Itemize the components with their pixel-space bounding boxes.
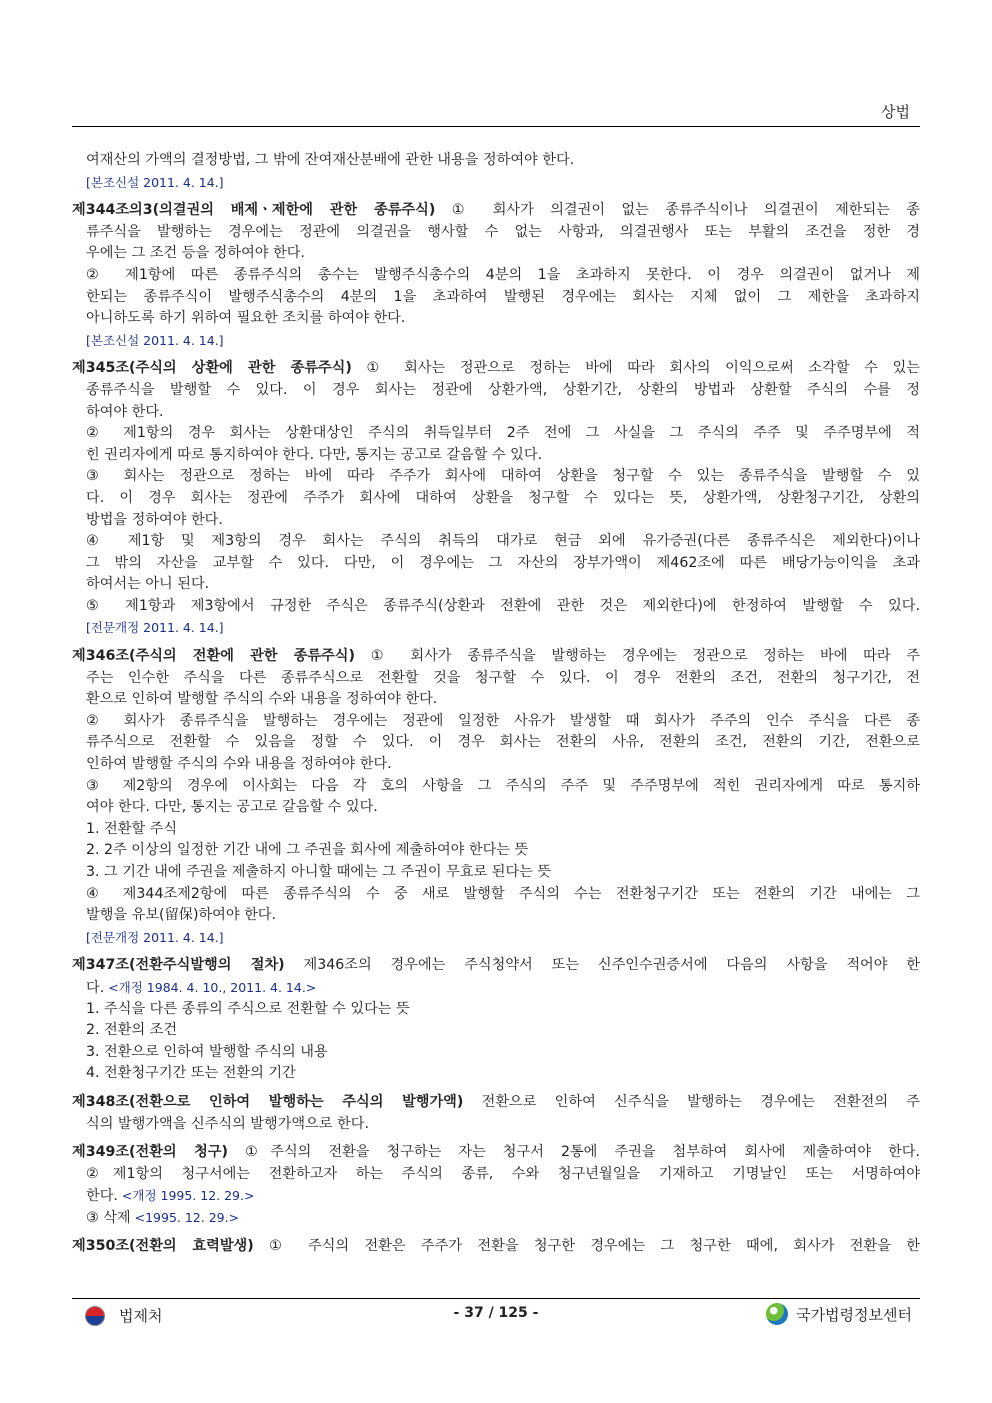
line-text: 여야 한다. 다만, 통지는 공고로 갈음할 수 있다. [86, 799, 378, 816]
text-line [72, 596, 920, 618]
text-line [72, 905, 920, 927]
text-line [72, 200, 920, 222]
text-line [72, 510, 920, 532]
article-title: 제350조(전환의 효력발생) [72, 1237, 254, 1254]
line-text: 2. 전환의 조건 [86, 1022, 178, 1039]
line-text: 3. 그 기간 내에 주권을 제출하지 아니할 때에는 그 주권이 무효로 된다는 뜻 [86, 864, 552, 880]
line-text: 주는 인수한 주식을 다른 종류주식으로 전환할 것을 청구할 수 있다. 이 경우 전환의 조건, 전환의 청구기간, 전 [86, 669, 920, 686]
amendment-note: <개정 1984. 4. 10., 2011. 4. 14.> [104, 979, 317, 995]
text-line [72, 466, 920, 488]
article-title: 제345조(주식의 상환에 관한 종류주식) [72, 360, 352, 377]
paragraph-gap [72, 1085, 920, 1092]
line-text: 2. 2주 이상의 일정한 기간 내에 그 주권을 회사에 제출하여야 한다는 뜻 [86, 842, 529, 859]
text-line [72, 574, 920, 596]
paragraph-gap [72, 1135, 920, 1142]
paragraph-gap [72, 1229, 920, 1236]
text-line [72, 265, 920, 287]
line-text: ④ 제1항 및 제3항의 경우 회사는 주식의 취득의 대가로 현금 외에 유가증권(다른 종류주식은 제외한다)이나 [86, 533, 920, 550]
line-text: ② 제1항의 경우 회사는 상환대상인 주식의 취득일부터 2주 전에 그 사실을 그 주식의 주주 및 주주명부에 적 [86, 425, 920, 442]
footer-law-center [766, 1303, 912, 1325]
law-center-logo-icon [766, 1303, 788, 1325]
line-text: 제346조의 경우에는 주식청약서 또는 신주인수권증서에 다음의 사항을 적어야 한 [284, 957, 920, 974]
text-line [72, 488, 920, 510]
line-text: ②제1항의 청구서에는 전환하고자 하는 주식의 종류, 수와 청구년월일을 기재하고 기명날인 또는 서명하여야 [86, 1165, 920, 1182]
line-text: [본조신설 2011. 4. 14.] [86, 174, 224, 190]
text-line [72, 380, 920, 402]
line-text: 3. 전환으로 인하여 발행할 주식의 내용 [86, 1043, 328, 1060]
text-line [72, 819, 920, 841]
line-text: ② 제1항에 따른 종류주식의 총수는 발행주식총수의 4분의 1을 초과하지 못한다. 이 경우 의결권이 없거나 제 [86, 266, 920, 283]
text-line [72, 840, 920, 862]
text-line [72, 1164, 920, 1186]
line-text: 류주식으로 전환할 수 있음을 정할 수 있다. 이 경우 회사는 전환의 사유, 전환의 조건, 전환의 기간, 전환으로 [86, 734, 920, 751]
text-line [72, 402, 920, 424]
line-text: 한다. [86, 1188, 118, 1205]
line-text: 발행을 유보(留保)하여야 한다. [86, 907, 277, 924]
amendment-note: <개정 1995. 12. 29.> [117, 1188, 255, 1204]
text-line [72, 754, 920, 776]
header-law-title: 상법 [881, 103, 910, 121]
line-text: ③ 삭제 [86, 1209, 131, 1226]
text-line [72, 1236, 920, 1258]
paragraph-gap [72, 351, 920, 358]
law-text-body [72, 150, 920, 1257]
line-text: 4. 전환청구기간 또는 전환의 기간 [86, 1065, 296, 1082]
text-line [72, 445, 920, 467]
text-line [72, 977, 920, 999]
line-text: 환으로 인하여 발행할 주식의 수와 내용을 정하여야 한다. [86, 691, 438, 708]
line-text: ③ 회사는 정관으로 정하는 바에 따라 주주가 회사에 대하여 상환을 청구할 수 있는 종류주식을 발행할 수 있 [86, 468, 920, 485]
line-text: 한되는 종류주식이 발행주식총수의 4분의 1을 초과하여 발행된 경우에는 회사는 지체 없이 그 제한을 초과하지 [86, 288, 920, 305]
footer-law-center-label: 국가법령정보센터 [796, 1305, 912, 1324]
line-text: 하여야 한다. [86, 403, 164, 420]
line-text: 여재산의 가액의 결정방법, 그 밖에 잔여재산분배에 관한 내용을 정하여야 한다. [86, 152, 575, 168]
annotation-line [72, 617, 920, 639]
line-text: 다. [86, 979, 105, 996]
line-text: 전환으로 인하여 신주식을 발행하는 경우에는 전환전의 주 [463, 1093, 920, 1110]
text-line [72, 308, 920, 330]
line-text: ② 회사가 종류주식을 발행하는 경우에는 정관에 일정한 사유가 발생할 때 회사가 주주의 인수 주식을 다른 종 [86, 712, 920, 729]
text-line [72, 243, 920, 265]
page-number: - 37 / 125 - [453, 1305, 539, 1321]
text-line [72, 732, 920, 754]
line-text: ① 회사는 정관으로 정하는 바에 따라 회사의 이익으로써 소각할 수 있는 [351, 360, 920, 377]
article-title: 제347조(전환주식발행의 절차) [72, 957, 285, 974]
text-line [72, 776, 920, 798]
line-text: ④ 제344조제2항에 따른 종류주식의 수 중 새로 발행할 주식의 수는 전환청구기간 또는 전환의 기간 내에는 그 [86, 885, 920, 902]
text-line [72, 1185, 920, 1207]
annotation-line [72, 172, 920, 194]
text-line [72, 862, 920, 884]
text-line [72, 955, 920, 977]
line-text: 식의 발행가액을 신주식의 발행가액으로 한다. [86, 1115, 369, 1132]
text-line [72, 711, 920, 733]
text-line [72, 1207, 920, 1229]
text-line [72, 689, 920, 711]
footer-divider [72, 1298, 920, 1299]
text-line [72, 1063, 920, 1085]
line-text: [전문개정 2011. 4. 14.] [86, 620, 224, 636]
annotation-line [72, 330, 920, 352]
paragraph-gap [72, 948, 920, 955]
article-title: 제348조(전환으로 인하여 발행하는 주식의 발행가액) [72, 1093, 464, 1110]
line-text: 하여서는 아니 된다. [86, 576, 210, 593]
line-text: 힌 권리자에게 따로 통지하여야 한다. 다만, 통지는 공고로 갈음할 수 있다. [86, 446, 543, 463]
text-line [72, 1114, 920, 1136]
amendment-note: <1995. 12. 29.> [130, 1209, 240, 1225]
paragraph-gap [72, 193, 920, 200]
text-line [72, 1092, 920, 1114]
article-title: 제349조(전환의 청구) [72, 1144, 228, 1161]
line-text: [본조신설 2011. 4. 14.] [86, 332, 224, 348]
line-text: ① 회사가 의결권이 없는 종류주식이나 의결권이 제한되는 종 [435, 202, 920, 219]
line-text: ⑤ 제1항과 제3항에서 규정한 주식은 종류주식(상환과 전환에 관한 것은 제외한다)에 한정하여 발행할 수 있다. [86, 597, 920, 614]
line-text: 다. 이 경우 회사는 정관에 주주가 회사에 대하여 상환을 청구할 수 있다는 뜻, 상환가액, 상환청구기간, 상환의 [86, 489, 920, 506]
paragraph-gap [72, 639, 920, 646]
text-line [72, 1042, 920, 1064]
footer-publisher-label: 법제처 [119, 1307, 163, 1325]
article-title: 제346조(주식의 전환에 관한 종류주식) [72, 648, 355, 665]
text-line [72, 553, 920, 575]
text-line [72, 668, 920, 690]
line-text: 1. 주식을 다른 종류의 주식으로 전환할 수 있다는 뜻 [86, 1000, 410, 1017]
text-line [72, 358, 920, 380]
line-text: 1. 전환할 주식 [86, 820, 178, 837]
text-line [72, 287, 920, 309]
line-text: 종류주식을 발행할 수 있다. 이 경우 회사는 정관에 상환가액, 상환기간, 상환의 방법과 상환할 주식의 수를 정 [86, 381, 920, 398]
line-text: 그 밖의 자산을 교부할 수 있다. 다만, 이 경우에는 그 자산의 장부가액이 제462조에 따른 배당가능이익을 초과 [86, 554, 920, 571]
text-line [72, 531, 920, 553]
text-line [72, 1020, 920, 1042]
text-line [72, 423, 920, 445]
text-line [72, 884, 920, 906]
line-text: 우에는 그 조건 등을 정하여야 한다. [86, 245, 305, 262]
annotation-line [72, 927, 920, 949]
text-line [72, 1142, 920, 1164]
line-text: 인하여 발행할 주식의 수와 내용을 정하여야 한다. [86, 756, 392, 773]
text-line [72, 222, 920, 244]
line-text: ①주식의 전환을 청구하는 자는 청구서 2통에 주권을 첨부하여 회사에 제출하여야 한다. [227, 1144, 920, 1161]
line-text: 아니하도록 하기 위하여 필요한 조치를 하여야 한다. [86, 310, 406, 327]
header-divider [72, 126, 920, 127]
line-text: 류주식을 발행하는 경우에는 정관에 의결권을 행사할 수 없는 사항과, 의결권행사 또는 부활의 조건을 정한 경 [86, 223, 920, 240]
text-line [72, 797, 920, 819]
article-title: 제344조의3(의결권의 배제ㆍ제한에 관한 종류주식) [72, 202, 436, 219]
text-line [72, 646, 920, 668]
line-text: ① 회사가 종류주식을 발행하는 경우에는 정관으로 정하는 바에 따라 주 [354, 648, 920, 665]
line-text: ① 주식의 전환은 주주가 전환을 청구한 경우에는 그 청구한 때에, 회사가 전환을 한 [253, 1237, 920, 1254]
line-text: ③ 제2항의 경우에 이사회는 다음 각 호의 사항을 그 주식의 주주 및 주주명부에 적힌 권리자에게 따로 통지하 [86, 777, 920, 794]
text-line [72, 999, 920, 1021]
line-text: 방법을 정하여야 한다. [86, 511, 223, 528]
line-text: [전문개정 2011. 4. 14.] [86, 929, 224, 945]
text-line [72, 150, 920, 172]
